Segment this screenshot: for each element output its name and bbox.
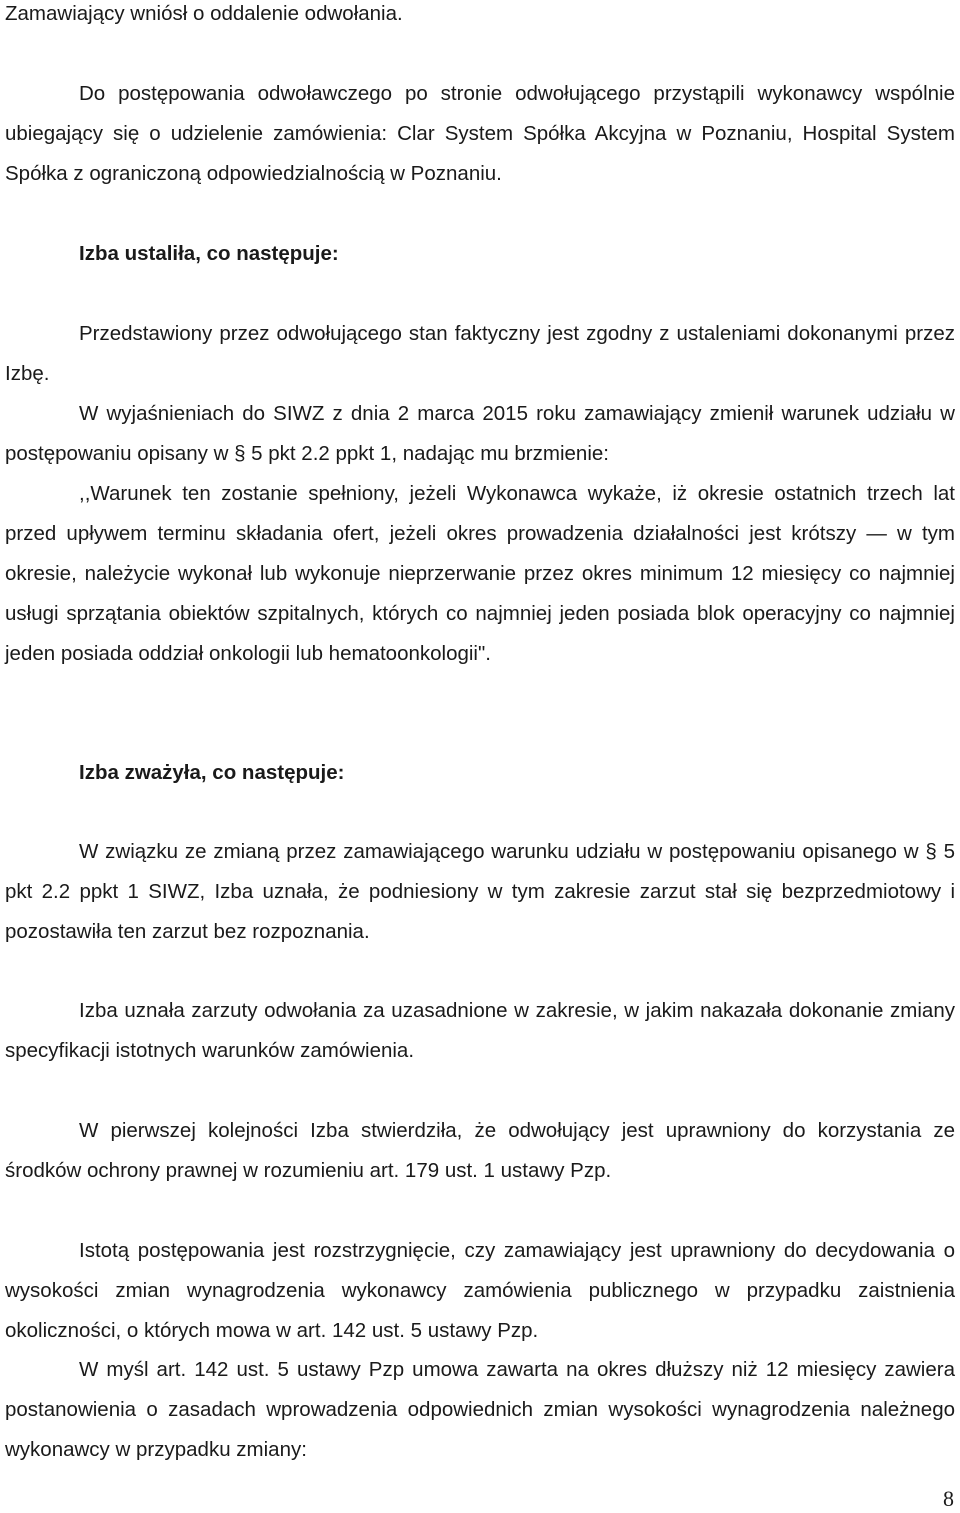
- paragraph-essence: Istotą postępowania jest rozstrzygnięcie, czy zamawiający jest uprawniony do decydowania o wysokości zmian wynagrodzenia wykonawcy zamówienia publicznego w przypadku zaistnienia okoliczności, o których mowa w art. 142 ust. 5 ustawy Pzp.: [5, 1239, 955, 1342]
- heading-considerations: Izba zważyła, co następuje:: [79, 761, 345, 784]
- paragraph-condition-quote: ,,Warunek ten zostanie spełniony, jeżeli Wykonawca wykaże, iż okresie ostatnich trzech lat przed upływem terminu składania ofert, jeżeli okres prowadzenia działalności jest krótszy — w tym okresie, należycie wykonał lub wykonuje nieprzerwanie przez okres minimum 12 miesięcy co najmniej usługi sprzątania obiektów szpitalnych, których co najmniej jeden posiada blok operacyjny co najmniej jeden posiada oddział onkologii lub hematoonkologii".: [5, 482, 955, 665]
- paragraph-standing: W pierwszej kolejności Izba stwierdziła, że odwołujący jest uprawniony do korzystania ze środków ochrony prawnej w rozumieniu art. 179 ust. 1 ustawy Pzp.: [5, 1119, 955, 1182]
- paragraph-charges-upheld: Izba uznała zarzuty odwołania za uzasadnione w zakresie, w jakim nakazała dokonanie zmiany specyfikacji istotnych warunków zamówienia.: [5, 999, 955, 1062]
- page-number: 8: [943, 1486, 954, 1511]
- paragraph-intervening-parties: Do postępowania odwoławczego po stronie odwołującego przystąpili wykonawcy wspólnie ubiegający się o udzielenie zamówienia: Clar System Spółka Akcyjna w Poznaniu, Hospital System Spółka z ograniczoną odpowiedzialnością w Poznaniu.: [5, 82, 955, 185]
- paragraph-charge-moot: W związku ze zmianą przez zamawiającego warunku udziału w postępowaniu opisanego w § 5 pkt 2.2 ppkt 1 SIWZ, Izba uznała, że podniesiony w tym zakresie zarzut stał się bezprzedmiotowy i pozostawiła ten zarzut bez rozpoznania.: [5, 840, 955, 943]
- paragraph-siwz-clarification: W wyjaśnieniach do SIWZ z dnia 2 marca 2015 roku zamawiający zmienił warunek udziału w postępowaniu opisany w § 5 pkt 2.2 ppkt 1, nadając mu brzmienie:: [5, 402, 955, 465]
- heading-findings: Izba ustaliła, co następuje:: [79, 242, 339, 265]
- paragraph-facts-consistent: Przedstawiony przez odwołującego stan faktyczny jest zgodny z ustaleniami dokonanymi przez Izbę.: [5, 322, 955, 385]
- paragraph-art-142: W myśl art. 142 ust. 5 ustawy Pzp umowa zawarta na okres dłuższy niż 12 miesięcy zawiera postanowienia o zasadach wprowadzenia odpowiednich zmian wysokości wynagrodzenia należnego wykonawcy w przypadku zmiany:: [5, 1358, 955, 1461]
- paragraph-motion-dismiss: Zamawiający wniósł o oddalenie odwołania.: [5, 2, 403, 25]
